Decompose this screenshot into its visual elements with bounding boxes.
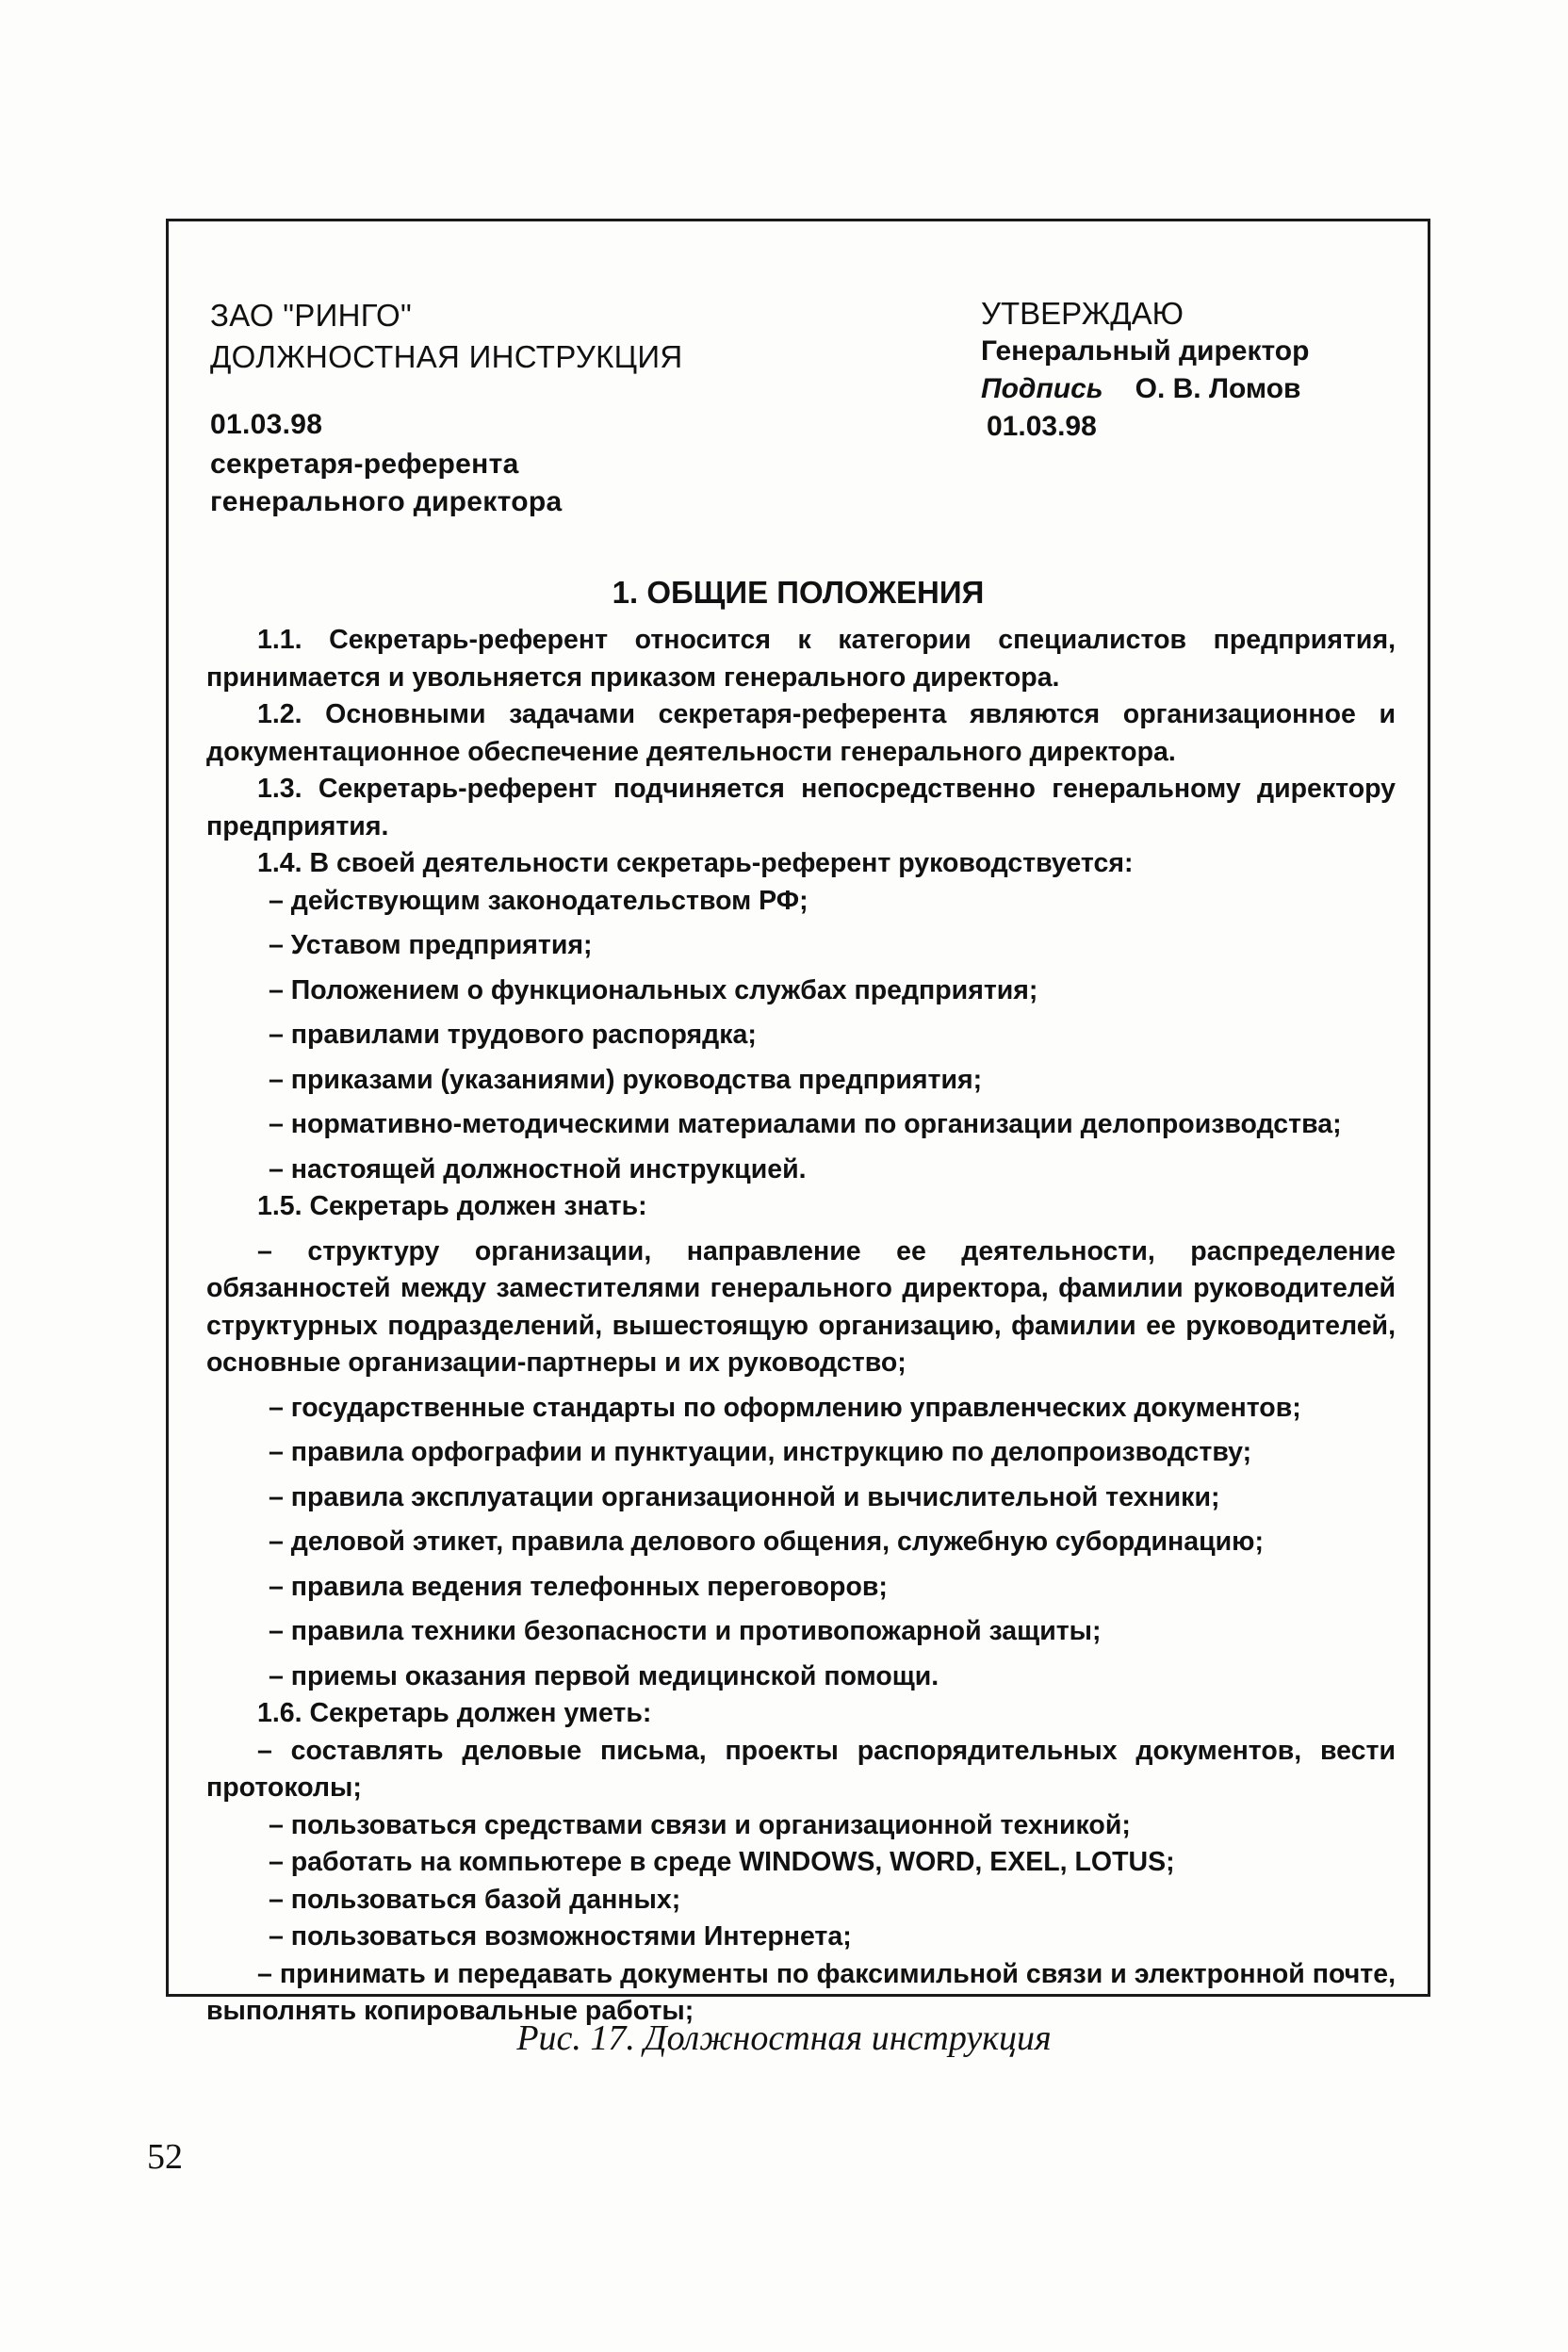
- list-item: – структуру организации, направление ее деятельности, распределение обязанностей между заместителями генерального директора, фамилии руководителей структурных подразделений, вышестоящую организацию, фамилии ее руководителей, основные организации-партнеры и их руководство;: [206, 1235, 1396, 1378]
- figure-caption: Рис. 17. Должностная инструкция: [516, 2018, 1052, 2058]
- document-date: 01.03.98: [210, 409, 323, 440]
- list-item: – правилами трудового распорядка;: [269, 1020, 757, 1050]
- list-item: – нормативно-методическими материалами по организации делопроизводства;: [269, 1109, 1342, 1139]
- position-line-1: секретаря-референта: [210, 449, 519, 480]
- approver-title: Генеральный директор: [981, 335, 1310, 367]
- document-frame: [166, 219, 1430, 2026]
- list-item: – пользоваться базой данных;: [269, 1884, 681, 1915]
- list-item: – Положением о функциональных службах предприятия;: [269, 974, 1038, 1005]
- document-type: ДОЛЖНОСТНАЯ ИНСТРУКЦИЯ: [210, 339, 683, 374]
- approval-date: 01.03.98: [987, 411, 1097, 442]
- section-title: 1. ОБЩИЕ ПОЛОЖЕНИЯ: [612, 575, 985, 610]
- signature-label: Подпись: [981, 373, 1103, 404]
- list-item: – настоящей должностной инструкцией.: [269, 1153, 807, 1184]
- list-item: – принимать и передавать документы по факсимильной связи и электронной почте, выполнять копировальные работы;: [206, 1958, 1396, 2026]
- approver-name: О. В. Ломов: [1135, 373, 1301, 404]
- list-item: – правила эксплуатации организационной и вычислительной техники;: [269, 1481, 1220, 1512]
- list-item: – правила ведения телефонных переговоров;: [269, 1571, 888, 1602]
- page-number: 52: [147, 2137, 183, 2177]
- signature-row: [981, 370, 1309, 408]
- list-item: – составлять деловые письма, проекты распорядительных документов, вести протоколы;: [206, 1735, 1396, 1803]
- list-item: – пользоваться возможностями Интернета;: [269, 1921, 852, 1952]
- list-item: – деловой этикет, правила делового общения, служебную субординацию;: [269, 1527, 1264, 1557]
- list-item: – работать на компьютере в среде WINDOWS, WORD, EXEL, LOTUS;: [269, 1847, 1175, 1877]
- clause-1-2: 1.2. Основными задачами секретаря-референта являются организационное и документационное обеспечение деятельности генерального директора.: [206, 699, 1396, 767]
- approval-block: [981, 295, 1309, 446]
- header-left: [210, 295, 683, 521]
- company-name: ЗАО "РИНГО": [210, 298, 413, 333]
- list-item: – пользоваться средствами связи и организационной техникой;: [269, 1809, 1131, 1840]
- approve-label: УТВЕРЖДАЮ: [981, 296, 1184, 331]
- clause-1-1: 1.1. Секретарь-референт относится к категории специалистов предприятия, принимается и увольняется приказом генерального директора.: [206, 625, 1396, 693]
- position-line-2: генерального директора: [210, 486, 563, 517]
- clause-1-6: 1.6. Секретарь должен уметь:: [257, 1698, 652, 1728]
- list-item: – государственные стандарты по оформлению управленческих документов;: [269, 1392, 1301, 1423]
- list-item: – правила орфографии и пунктуации, инструкцию по делопроизводству;: [269, 1437, 1252, 1467]
- section-body: [206, 622, 1396, 2031]
- clause-1-5: 1.5. Секретарь должен знать:: [257, 1191, 647, 1221]
- list-item: – Уставом предприятия;: [269, 930, 593, 960]
- clause-1-4: 1.4. В своей деятельности секретарь-референт руководствуется:: [257, 848, 1134, 878]
- list-item: – действующим законодательством РФ;: [269, 885, 808, 916]
- list-item: – правила техники безопасности и противопожарной защиты;: [269, 1616, 1102, 1646]
- list-item: – приказами (указаниями) руководства предприятия;: [269, 1064, 983, 1095]
- clause-1-3: 1.3. Секретарь-референт подчиняется непосредственно генеральному директору предприятия.: [206, 774, 1396, 841]
- list-item: – приемы оказания первой медицинской помощи.: [269, 1660, 939, 1691]
